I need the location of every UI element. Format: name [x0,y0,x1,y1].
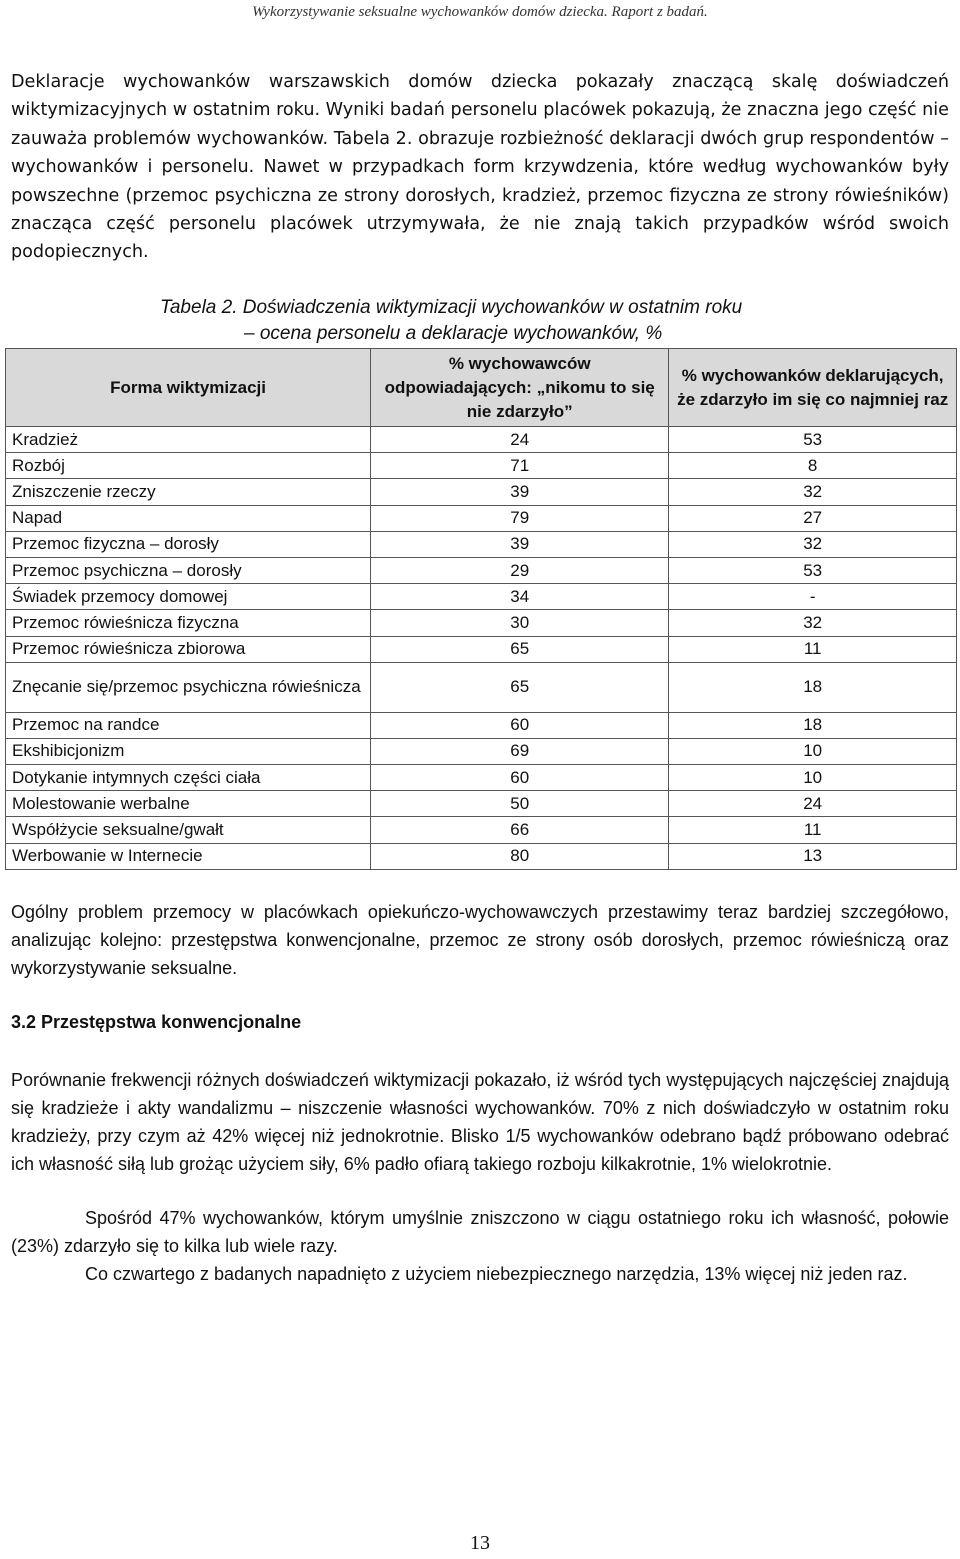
cell-staff: 39 [371,479,669,505]
page-number: 13 [470,1532,490,1554]
cell-form: Przemoc rówieśnicza fizyczna [6,610,371,636]
table-row [6,817,957,843]
cell-staff: 71 [371,453,669,479]
intro-paragraph: Deklaracje wychowanków warszawskich domów dziecka pokazały znaczącą skalę doświadczeń wiktymizacyjnych w ostatnim roku. Wyniki badań personelu placówek pokazują, że znaczna jego część nie zauważa problemów wychowanków. Tabela 2. obrazuje rozbieżność deklaracji dwóch grup respondentów – wychowanków i personelu. Nawet w przypadkach form krzywdzenia, które według wychowanków były powszechne (przemoc psychiczna ze strony dorosłych, kradzież, przemoc fizyczna ze strony rówieśników) znacząca część personelu placówek utrzymywała, że nie znają takich przypadków wśród swoich podopiecznych. [11,72,949,263]
cell-wards: 32 [669,610,957,636]
cell-staff: 39 [371,531,669,557]
header-form: Forma wiktymizacji [6,349,371,427]
running-header: Wykorzystywanie seksualne wychowanków domów dziecka. Raport z badań. [252,4,708,20]
section-paragraph-1: Porównanie frekwencji różnych doświadczeń wiktymizacji pokazało, iż wśród tych występujących najczęściej znajdują się kradzieże i akty wandalizmu – niszczenie własności wychowanków. 70% z nich doświadczyło w ostatnim roku kradzieży, przy czym aż 42% więcej niż jednokrotnie. Blisko 1/5 wychowanków odebrano bądź próbowano odebrać ich własność siłą lub grożąc użyciem siły, 6% padło ofiarą takiego rozboju kilkakrotnie, 1% wielokrotnie. [11,1070,949,1174]
cell-staff: 24 [371,427,669,453]
cell-form: Znęcanie się/przemoc psychiczna rówieśnicza [6,662,371,712]
table-caption-line-1: Tabela 2. Doświadczenia wiktymizacji wychowanków w ostatnim roku [160,297,743,318]
table-row [6,453,957,479]
cell-wards: 11 [669,636,957,662]
table-row [6,843,957,869]
cell-form: Dotykanie intymnych części ciała [6,765,371,791]
cell-form: Napad [6,505,371,531]
cell-wards: 8 [669,453,957,479]
section-heading: 3.2 Przestępstwa konwencjonalne [11,1012,302,1032]
cell-form: Przemoc fizyczna – dorosły [6,531,371,557]
cell-staff: 69 [371,738,669,764]
table-row [6,610,957,636]
cell-form: Werbowanie w Internecie [6,843,371,869]
cell-wards: 10 [669,765,957,791]
cell-wards: 53 [669,427,957,453]
table-row [6,765,957,791]
table-row [6,791,957,817]
header-staff: % wychowawców odpowiadających: „nikomu to się nie zdarzyło” [371,349,669,427]
cell-wards: - [669,584,957,610]
cell-form: Przemoc psychiczna – dorosły [6,557,371,583]
cell-wards: 10 [669,738,957,764]
victimization-table [5,348,957,870]
table-row [6,505,957,531]
table-row [6,479,957,505]
cell-form: Molestowanie werbalne [6,791,371,817]
table-header-row [6,349,957,427]
cell-staff: 50 [371,791,669,817]
cell-wards: 53 [669,557,957,583]
cell-wards: 27 [669,505,957,531]
table-row [6,557,957,583]
cell-wards: 18 [669,662,957,712]
cell-wards: 11 [669,817,957,843]
section-paragraph-2: Spośród 47% wychowanków, którym umyślnie zniszczono w ciągu ostatniego roku ich własność, połowie (23%) zdarzyło się to kilka lub wiele razy. [11,1208,949,1256]
cell-form: Współżycie seksualne/gwałt [6,817,371,843]
cell-staff: 60 [371,712,669,738]
table-row [6,531,957,557]
table-row [6,662,957,712]
cell-wards: 32 [669,479,957,505]
cell-wards: 24 [669,791,957,817]
cell-staff: 29 [371,557,669,583]
table-row [6,636,957,662]
cell-staff: 65 [371,636,669,662]
cell-staff: 34 [371,584,669,610]
cell-form: Ekshibicjonizm [6,738,371,764]
cell-staff: 80 [371,843,669,869]
cell-staff: 79 [371,505,669,531]
table-row [6,712,957,738]
cell-form: Przemoc na randce [6,712,371,738]
cell-wards: 18 [669,712,957,738]
section-paragraph-3: Co czwartego z badanych napadnięto z użyciem niebezpiecznego narzędzia, 13% więcej niż jeden raz. [85,1264,908,1284]
table-row [6,427,957,453]
table-caption-line-2: – ocena personelu a deklaracje wychowanków, % [244,323,663,344]
table-row [6,584,957,610]
paragraph-after-table: Ogólny problem przemocy w placówkach opiekuńczo-wychowawczych przestawimy teraz bardziej szczegółowo, analizując kolejno: przestępstwa konwencjonalne, przemoc ze strony osób dorosłych, przemoc rówieśniczą oraz wykorzystywanie seksualne. [11,902,949,978]
cell-form: Kradzież [6,427,371,453]
table-body [6,427,957,870]
cell-staff: 66 [371,817,669,843]
cell-form: Świadek przemocy domowej [6,584,371,610]
cell-staff: 30 [371,610,669,636]
table-row [6,738,957,764]
cell-staff: 65 [371,662,669,712]
header-wards: % wychowanków deklarujących, że zdarzyło im się co najmniej raz [669,349,957,427]
cell-wards: 13 [669,843,957,869]
cell-form: Rozbój [6,453,371,479]
cell-wards: 32 [669,531,957,557]
cell-form: Przemoc rówieśnicza zbiorowa [6,636,371,662]
cell-staff: 60 [371,765,669,791]
cell-form: Zniszczenie rzeczy [6,479,371,505]
